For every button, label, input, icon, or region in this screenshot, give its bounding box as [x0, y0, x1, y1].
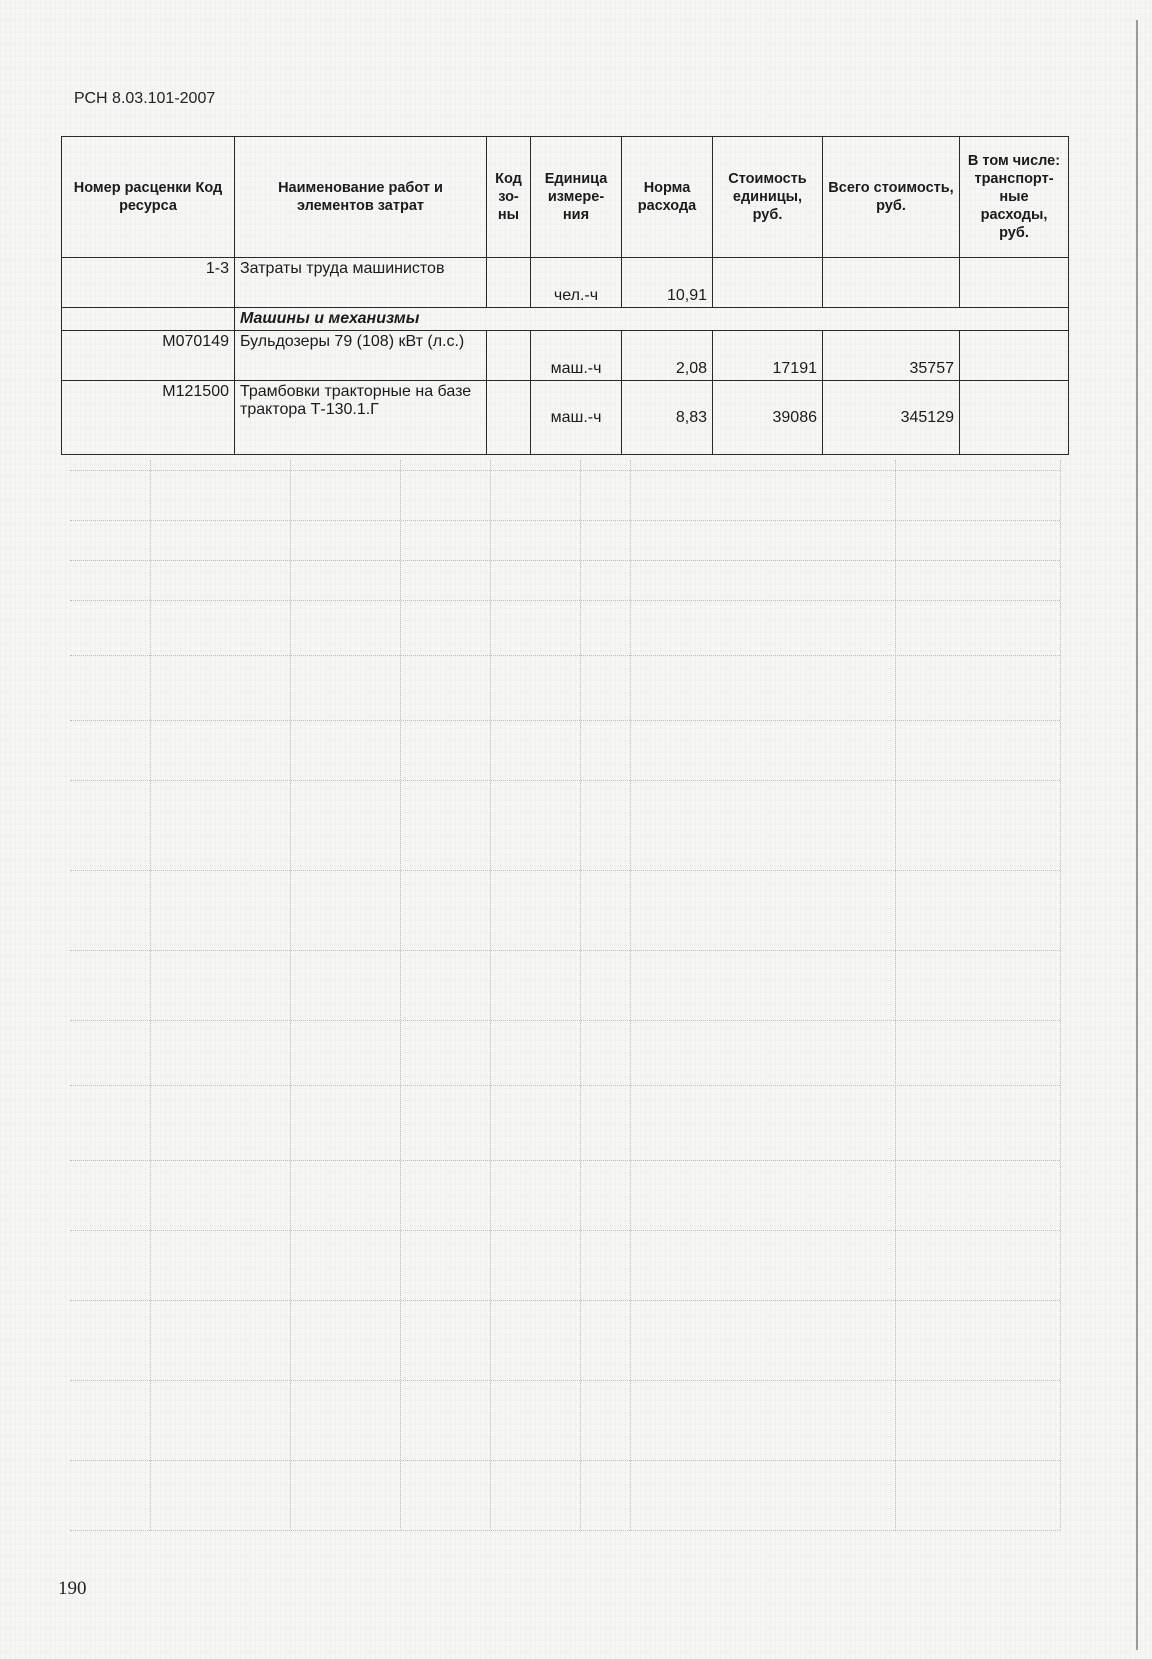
- col-header-zone: Код зо-ны: [487, 137, 531, 258]
- total-cost: [823, 258, 960, 308]
- transport-cost: [960, 258, 1069, 308]
- consumption-norm: 8,83: [622, 381, 713, 455]
- zone-code: [487, 331, 531, 381]
- zone-code: [487, 258, 531, 308]
- rates-table: [61, 136, 1069, 455]
- unit-of-measure: маш.-ч: [531, 331, 622, 381]
- document-code: РСН 8.03.101-2007: [74, 90, 216, 107]
- transport-cost: [960, 381, 1069, 455]
- col-header-norm: Норма расхода: [622, 137, 713, 258]
- unit-cost: 17191: [713, 331, 823, 381]
- resource-code: М070149: [62, 331, 235, 381]
- col-header-code: Номер расценки Код ресурса: [62, 137, 235, 258]
- unit-cost: [713, 258, 823, 308]
- transport-cost: [960, 331, 1069, 381]
- page-number: 190: [58, 1578, 87, 1599]
- total-cost: 35757: [823, 331, 960, 381]
- col-header-transport: В том числе: транспорт-ные расходы, руб.: [960, 137, 1069, 258]
- unit-of-measure: маш.-ч: [531, 381, 622, 455]
- col-header-unit-cost: Стоимость единицы, руб.: [713, 137, 823, 258]
- consumption-norm: 2,08: [622, 331, 713, 381]
- total-cost: 345129: [823, 381, 960, 455]
- table-row: [62, 381, 1069, 455]
- section-title: Машины и механизмы: [235, 308, 1069, 331]
- resource-code: М121500: [62, 381, 235, 455]
- table-row: [62, 331, 1069, 381]
- col-header-unit: Единица измере-ния: [531, 137, 622, 258]
- work-name: Трамбовки тракторные на базе трактора Т-130.1.Г: [235, 381, 487, 455]
- col-header-name: Наименование работ и элементов затрат: [235, 137, 487, 258]
- work-name: Бульдозеры 79 (108) кВт (л.с.): [235, 331, 487, 381]
- section-row: [62, 308, 1069, 331]
- unit-of-measure: чел.-ч: [531, 258, 622, 308]
- unit-cost: 39086: [713, 381, 823, 455]
- page-edge: [1136, 20, 1138, 1650]
- table-row: [62, 258, 1069, 308]
- resource-code: 1-3: [62, 258, 235, 308]
- table-header-row: [62, 137, 1069, 258]
- work-name: Затраты труда машинистов: [235, 258, 487, 308]
- col-header-total: Всего стоимость, руб.: [823, 137, 960, 258]
- zone-code: [487, 381, 531, 455]
- consumption-norm: 10,91: [622, 258, 713, 308]
